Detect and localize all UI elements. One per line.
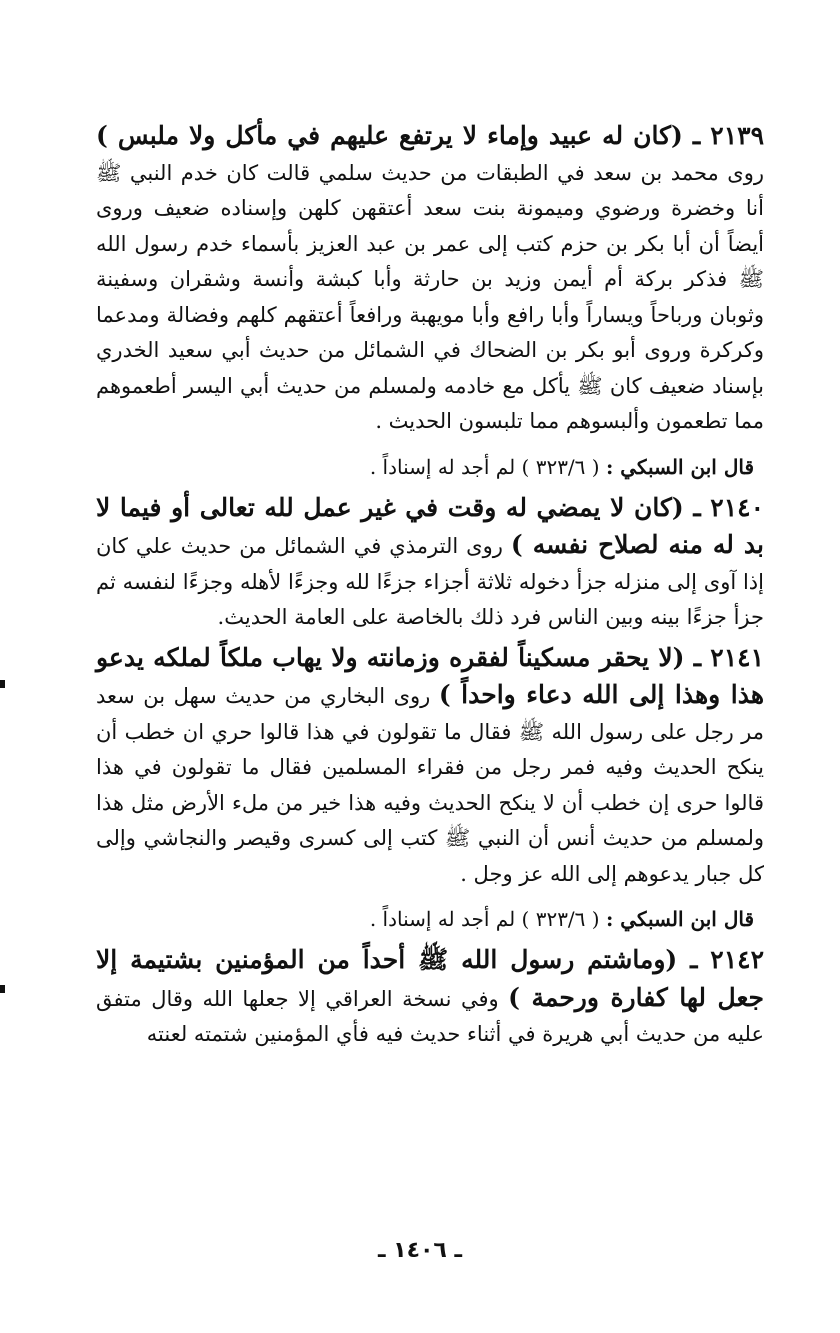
entry-2141-body: روى البخاري من حديث سهل بن سعد مر رجل على رسول الله ﷺ فقال ما تقولون في هذا قالوا حري ان خطب أن ينكح الحديث وفيه فمر رجل من فقراء المسلمين فقال ما تقولون في هذا قالوا حرى إن خطب أن لا ينكح الحديث وفيه هذا خير من ملء الأرض مثل هذا ولمسلم من حديث أنس أن النبي ﷺ كتب إلى كسرى وقيصر والنجاشي وإلى كل جبار يدعوهم إلى الله عز وجل .: [96, 684, 764, 886]
entry-2142-body: وفي نسخة العراقي إلا جعلها الله وقال متفق عليه من حديث أبي هريرة في أثناء حديث فيه فأي المؤمنين شتمته لعنته: [96, 986, 764, 1046]
entry-2139-heading: ٢١٣٩ ـ (كان له عبيد وإماء لا يرتفع عليهم في مأكل ولا ملبس ): [96, 121, 764, 150]
entry-2140-heading: ٢١٤٠ ـ (كان لا يمضي له وقت في غير عمل لله تعالى أو فيما لا بد له منه لصلاح نفسه ): [96, 492, 764, 559]
entry-2142: [96, 942, 764, 1053]
entry-2141-heading: ٢١٤١ ـ (لا يحقر مسكيناً لفقره وزمانته ولا يهاب ملكاً لملكه يدعو هذا وهذا إلى الله دعاء واحداً ): [96, 642, 765, 709]
entry-2139: [96, 118, 764, 440]
entry-2140-body: روى الترمذي في الشمائل من حديث علي كان إذا آوى إلى منزله جزأ دخوله ثلاثة أجزاء جزءًا لله وجزءًا لأهله وجزءًا لنفسه ثم جزأ جزءًا بينه وبين الناس فرد ذلك بالخاصة على العامة الحديث.: [96, 534, 764, 629]
sobki-note-speaker: قال ابن السبكي :: [605, 454, 754, 479]
entry-2141-sobki-note: [96, 904, 764, 934]
entry-2142-heading: ٢١٤٢ ـ (وماشتم رسول الله ﷺ أحداً من المؤمنين بشتيمة إلا جعل لها كفارة ورحمة ): [96, 945, 764, 1012]
sobki-note-text: ( ٣٢٣/٦ ) لم أجد له إسناداً .: [369, 907, 600, 931]
page-content: [96, 118, 764, 1053]
page-number: ـ ١٤٠٦ ـ: [377, 1238, 463, 1263]
entry-2139-sobki-note: [96, 452, 764, 482]
sobki-note-text: ( ٣٢٣/٦ ) لم أجد له إسناداً .: [369, 454, 600, 479]
sobki-note-speaker: قال ابن السبكي :: [605, 907, 754, 931]
margin-mark: [0, 985, 5, 993]
margin-mark: [0, 680, 5, 688]
entry-2141: [96, 640, 764, 893]
entry-2139-body: روى محمد بن سعد في الطبقات من حديث سلمي قالت كان خدم النبي ﷺ أنا وخضرة ورضوي وميمونة بنت سعد أعتقهن كلهن وإسناده ضعيف وروى أيضاً أن أبا بكر بن حزم كتب إلى عمر بن عبد العزيز بأسماء خدم رسول الله ﷺ فذكر بركة أم أيمن وزيد بن حارثة وأبا كبشة وأنسة وشقران وسفينة وثوبان ورباحاً ويساراً وأبا رافع وأبا مويهبة ورافعاً أعتقهم كلهم وفضالة ومدعما وكركرة وروى أبو بكر بن الضحاك في الشمائل من حديث أبي سعيد الخدري بإسناد ضعيف كان ﷺ يأكل مع خادمه ولمسلم من حديث أبي اليسر أطعموهم مما تطعمون وألبسوهم مما تلبسون الحديث .: [96, 160, 764, 433]
entry-2140: [96, 490, 764, 636]
